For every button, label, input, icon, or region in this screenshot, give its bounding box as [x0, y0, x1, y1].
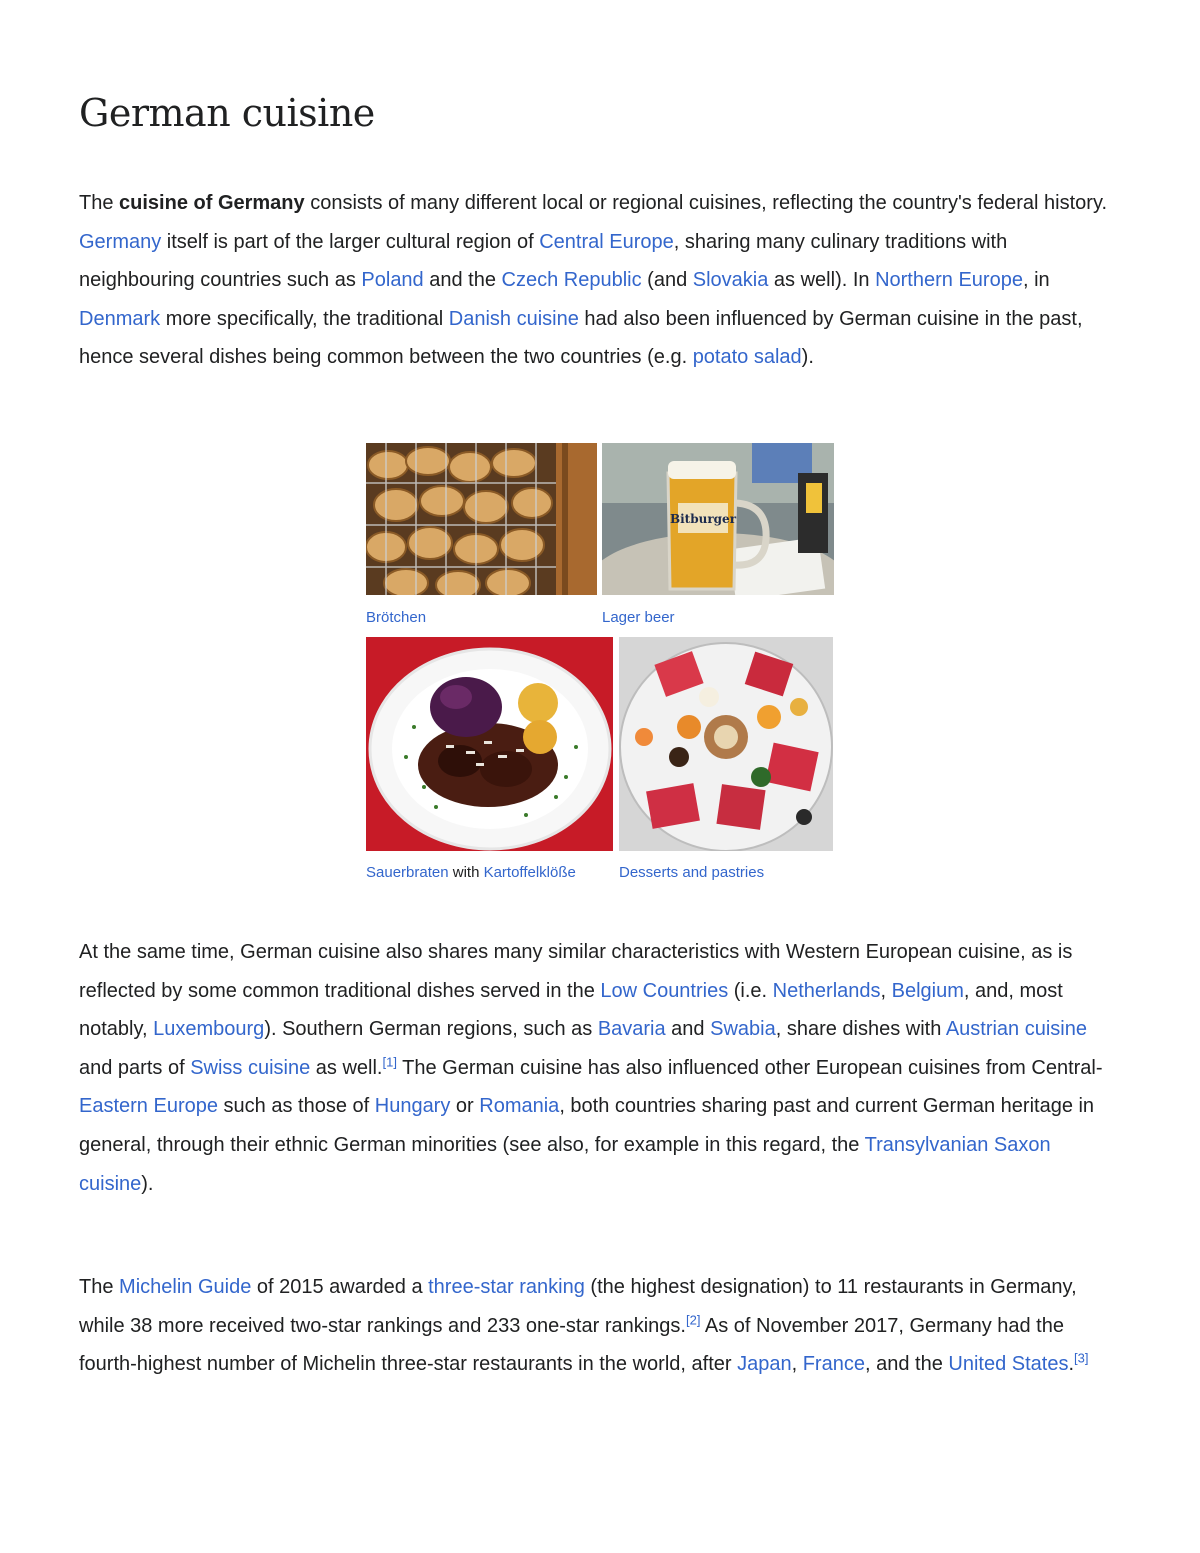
text: ,	[791, 1353, 803, 1376]
link-poland[interactable]: Poland	[361, 269, 424, 292]
link-hungary[interactable]: Hungary	[374, 1095, 451, 1118]
reference-link-1[interactable]: [1]	[382, 1054, 397, 1070]
reference-3	[1074, 1351, 1088, 1366]
brotchen-caption	[366, 604, 426, 632]
text: ). Southern German regions, such as	[264, 1018, 598, 1041]
reference-1	[382, 1054, 396, 1069]
link-germany[interactable]: Germany	[79, 230, 162, 253]
text: or	[450, 1095, 480, 1118]
link-potato-salad[interactable]: potato salad	[692, 346, 802, 369]
link-desserts-pastries[interactable]: Desserts and pastries	[619, 864, 765, 881]
lager-beer-image[interactable]	[602, 443, 834, 595]
text: , and, most notably,	[79, 979, 1063, 1041]
text: (i.e.	[728, 979, 773, 1002]
text: , and the	[864, 1353, 949, 1376]
text: , sharing many culinary traditions with neighbouring countries such as	[79, 230, 1008, 292]
page-title: German cuisine	[79, 91, 375, 135]
link-michelin-guide[interactable]: Michelin Guide	[119, 1276, 252, 1298]
desserts-caption	[619, 859, 764, 887]
text: , in	[1022, 269, 1050, 292]
link-japan[interactable]: Japan	[737, 1353, 792, 1376]
text: , share dishes with	[775, 1018, 946, 1041]
link-three-star-ranking[interactable]: three-star ranking	[428, 1276, 585, 1298]
link-lager-beer[interactable]: Lager beer	[602, 609, 675, 626]
text: and the	[423, 269, 502, 292]
reference-2	[686, 1312, 700, 1327]
bold-term: cuisine of Germany	[119, 192, 305, 214]
image-gallery	[366, 443, 836, 923]
beer-glass-label: Bitburger	[669, 512, 737, 526]
text: such as those of	[217, 1095, 375, 1118]
text: with	[448, 864, 484, 881]
sauerbraten-plate-picture	[366, 637, 613, 851]
lager-beer-caption	[602, 604, 675, 632]
text: more specifically, the traditional	[160, 307, 449, 330]
link-sauerbraten[interactable]: Sauerbraten	[366, 864, 449, 881]
text: At the same time, German cuisine also shares many similar characteristics with Western European cuisine, as is reflected by some common traditional dishes served in the	[79, 941, 1073, 1002]
link-swiss-cuisine[interactable]: Swiss cuisine	[190, 1056, 311, 1079]
brotchen-image[interactable]	[366, 443, 597, 595]
text: The	[79, 1276, 120, 1298]
text: had also been influenced by German cuisine in the past, hence several dishes being common between the two countries (e.g.	[79, 307, 1083, 369]
link-czech-republic[interactable]: Czech Republic	[501, 269, 642, 292]
link-danish-cuisine[interactable]: Danish cuisine	[448, 307, 579, 330]
link-united-states[interactable]: United States	[948, 1353, 1069, 1376]
sauerbraten-image[interactable]	[366, 637, 613, 851]
link-netherlands[interactable]: Netherlands	[772, 979, 881, 1002]
link-brotchen[interactable]: Brötchen	[366, 609, 427, 626]
text: ,	[880, 979, 892, 1002]
link-central-europe[interactable]: Central Europe	[539, 230, 674, 253]
text: (and	[641, 269, 693, 292]
text: and	[665, 1018, 711, 1041]
text: , both countries sharing past and current German heritage in general, through their ethnic German minorities (see also, for example in this regard, the	[79, 1095, 1095, 1156]
text: and parts of	[79, 1056, 191, 1079]
reference-link-3[interactable]: [3]	[1074, 1350, 1089, 1366]
text: ).	[141, 1172, 154, 1195]
link-belgium[interactable]: Belgium	[891, 979, 964, 1002]
intro-paragraph	[79, 184, 1124, 377]
bread-rolls-picture	[366, 443, 597, 595]
text: as well). In	[768, 269, 876, 292]
text: of 2015 awarded a	[251, 1276, 429, 1298]
link-denmark[interactable]: Denmark	[79, 307, 161, 330]
western-europe-paragraph	[79, 933, 1124, 1203]
link-eastern-europe[interactable]: Eastern Europe	[79, 1095, 218, 1118]
text: The German cuisine has also influenced other European cuisines from Central-	[396, 1056, 1103, 1079]
link-kartoffelklosse[interactable]: Kartoffelklöße	[483, 864, 576, 881]
text: (the highest designation) to 11 restaurants in Germany, while 38 more received two-star rankings and 233 one-star rankings.	[79, 1276, 1077, 1337]
link-france[interactable]: France	[802, 1353, 865, 1376]
link-transylvanian-saxon-cuisine[interactable]: Transylvanian Saxon cuisine	[79, 1133, 1051, 1195]
link-swabia[interactable]: Swabia	[710, 1018, 776, 1041]
link-slovakia[interactable]: Slovakia	[692, 269, 769, 292]
link-low-countries[interactable]: Low Countries	[600, 979, 729, 1002]
text: ).	[801, 346, 814, 369]
beer-mug-picture	[602, 443, 834, 595]
desserts-image[interactable]	[619, 637, 833, 851]
reference-link-2[interactable]: [2]	[685, 1311, 701, 1327]
text: as well.	[310, 1056, 383, 1079]
text: consists of many different local or regional cuisines, reflecting the country's federal history.	[304, 192, 1108, 214]
link-bavaria[interactable]: Bavaria	[597, 1018, 666, 1041]
sauerbraten-caption	[366, 859, 596, 887]
link-northern-europe[interactable]: Northern Europe	[875, 269, 1023, 292]
michelin-paragraph	[79, 1268, 1124, 1384]
text: As of November 2017, Germany had the fourth-highest number of Michelin three-star restaurants in the world, after	[79, 1314, 1064, 1376]
desserts-platter-picture	[619, 637, 833, 851]
text: .	[1068, 1353, 1075, 1376]
text: The	[79, 192, 120, 214]
link-luxembourg[interactable]: Luxembourg	[153, 1018, 265, 1041]
link-austrian-cuisine[interactable]: Austrian cuisine	[945, 1018, 1087, 1041]
text: itself is part of the larger cultural region of	[161, 230, 540, 253]
link-romania[interactable]: Romania	[479, 1095, 560, 1118]
